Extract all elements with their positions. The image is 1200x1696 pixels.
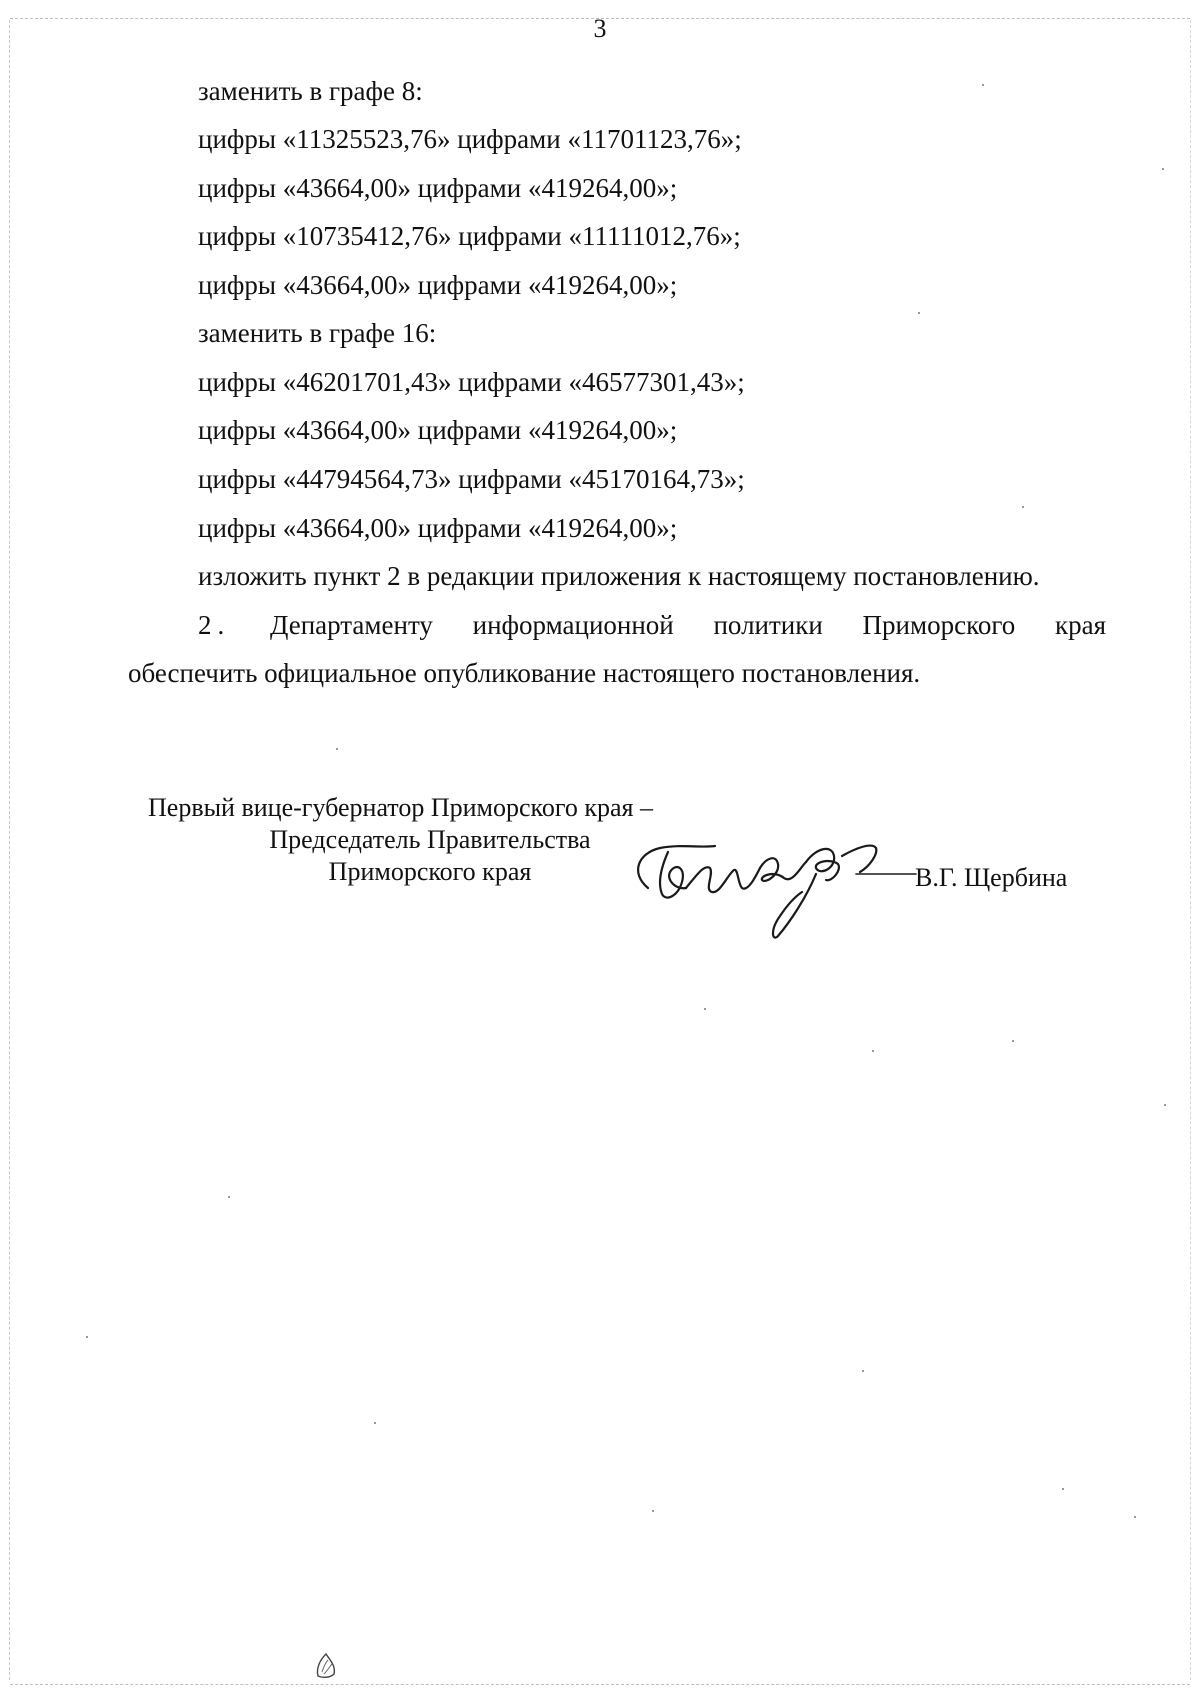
body-line-7: цифры «46201701,43» цифрами «46577301,43»; (198, 367, 745, 397)
scan-speck (704, 1008, 706, 1010)
body-line-6: заменить в графе 16: (198, 318, 437, 348)
item-2-continuation: обеспечить официальное опубликование настоящего постановления. (128, 658, 921, 688)
scan-speck (1062, 1488, 1064, 1490)
scan-speck (1012, 1040, 1014, 1042)
item-2-first-line (198, 608, 1106, 642)
scan-speck (1022, 506, 1024, 508)
signatory-title-line-3: Приморского края (328, 857, 532, 886)
page-number: 3 (593, 14, 607, 43)
body-line-4: цифры «10735412,76» цифрами «11111012,76»; (198, 221, 741, 251)
body-line-10: цифры «43664,00» цифрами «419264,00»; (198, 513, 678, 543)
scan-speck (336, 748, 338, 750)
scan-edge-left (9, 20, 10, 1680)
scan-speck (982, 84, 984, 86)
scan-speck (228, 1196, 230, 1198)
handwritten-signature (620, 818, 920, 948)
scan-speck (872, 1050, 874, 1052)
scan-speck (652, 1510, 654, 1512)
scan-speck (86, 1336, 88, 1338)
scan-speck (918, 312, 920, 314)
signatory-name: В.Г. Щербина (915, 863, 1068, 892)
body-line-3: цифры «43664,00» цифрами «419264,00»; (198, 173, 678, 203)
body-line-1: заменить в графе 8: (198, 76, 423, 106)
body-line-9: цифры «44794564,73» цифрами «45170164,73»; (198, 464, 745, 494)
scan-speck (862, 1370, 864, 1372)
item-2-text: Департаменту информационной политики Приморского края (270, 610, 1106, 640)
scan-speck (1162, 168, 1164, 170)
body-line-5: цифры «43664,00» цифрами «419264,00»; (198, 270, 678, 300)
scan-speck (374, 1422, 376, 1424)
body-line-8: цифры «43664,00» цифрами «419264,00»; (198, 415, 678, 445)
signatory-title-line-2: Председатель Правительства (269, 825, 591, 854)
scan-edge-right (1190, 20, 1191, 1680)
scan-speck (1134, 1516, 1136, 1518)
item-2-number: 2. (198, 610, 231, 640)
scan-mark-icon (312, 1650, 340, 1680)
scan-speck (1164, 1104, 1166, 1106)
signatory-title-line-1: Первый вице-губернатор Приморского края – (148, 793, 653, 822)
body-line-2: цифры «11325523,76» цифрами «11701123,76»; (198, 124, 742, 154)
body-line-11: изложить пункт 2 в редакции приложения к настоящему постановлению. (198, 561, 1040, 591)
scan-edge-bottom (10, 1684, 1190, 1685)
